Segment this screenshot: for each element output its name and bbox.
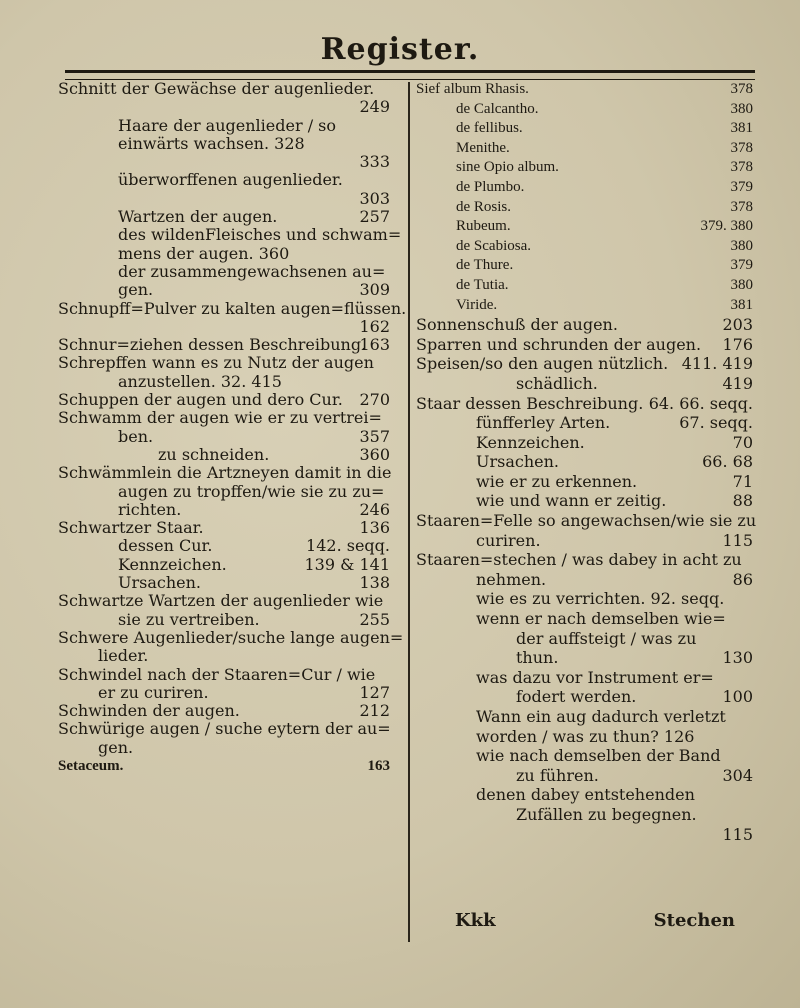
index-entry [58,666,398,684]
index-entry [58,702,398,720]
entry-text: sine Opio album. [456,159,559,176]
index-entry [416,570,761,590]
entry-text: anzustellen. 32. 415 [118,371,282,391]
index-entry [416,198,761,218]
page-reference: 64. 66. seqq. [648,393,753,413]
index-entry [416,119,761,139]
entry-text: Ursachen. [476,452,560,472]
page-reference: 379. 380 [700,218,753,235]
left-column [58,79,407,775]
index-entry [58,298,407,318]
page-reference: 138 [359,573,390,593]
entry-text: ben. [118,426,154,446]
page-reference: 67. seqq. [679,413,753,433]
entry-text: zu führen. [516,765,599,785]
index-entry [416,707,761,727]
entry-text: Sonnenschuß der augen. [416,315,618,335]
page-reference: 378 [730,159,753,176]
entry-text: Staar dessen Beschreibung. [416,393,644,413]
index-entry [58,556,398,574]
entry-text: mens der augen. 360 [118,243,290,263]
entry-text: Wartzen der augen. [118,207,278,227]
index-entry [416,452,761,472]
index-entry [416,256,761,276]
index-entry [416,433,761,453]
entry-text: Kennzeichen. [476,432,585,452]
index-entry [416,766,761,786]
page-reference: 212 [359,701,390,721]
page-reference: 70 [732,432,753,452]
index-entry [58,501,398,519]
page-reference: 333 [359,152,390,172]
entry-text: Schwämmlein die Artzneyen damit in die [58,463,392,483]
catchword: Stechen [653,910,735,931]
page-reference: 309 [359,280,390,300]
entry-text: Schwamm der augen wie er zu vertrei= [58,408,382,428]
page-reference: 246 [359,499,390,519]
page-reference: 378 [730,81,753,97]
page-reference: 360 [359,444,390,464]
index-entry [58,281,398,299]
index-entry [58,446,398,464]
entry-text: gen. [118,280,154,300]
entry-text: Viride. [456,296,498,313]
page-title: Register. [320,32,480,67]
index-entry [416,139,761,159]
entry-text: was dazu vor Instrument er= [476,667,714,687]
page-reference: 136 [359,518,390,538]
page-reference: 115 [722,530,753,550]
entry-text: dessen Cur. [118,536,213,556]
entry-text: Speisen/so den augen nützlich. [416,354,669,374]
index-entry [58,483,398,501]
page-reference: 380 [730,100,753,117]
index-entry [58,627,404,647]
index-entry [58,428,398,446]
index-entry [416,237,761,257]
signature-mark: Kkk [455,910,496,931]
entry-text: de Scabiosa. [456,237,531,254]
page-reference: 162 [359,316,390,336]
page-reference: 176 [722,334,753,354]
page-reference: 257 [359,207,390,227]
index-entry [58,464,398,482]
entry-text: Staaren=stechen / was dabey in acht zu [416,550,742,570]
entry-text: Haare der augenlieder / so [118,115,337,135]
entry-text: Schwinden der augen. [58,701,240,721]
index-entry [58,574,398,592]
page-reference: 357 [359,426,390,446]
entry-text: nehmen. [476,569,547,589]
page-reference: 142. seqq. [306,536,390,556]
index-entry [58,245,398,263]
index-entry [416,531,761,551]
entry-text: thun. [516,648,559,668]
entry-text: worden / was zu thun? 126 [476,726,695,746]
index-entry [58,409,398,427]
index-entry [416,158,761,178]
index-entry [58,318,398,336]
index-entry [416,491,761,511]
index-entry [58,98,398,116]
index-entry [58,336,398,354]
index-entry [416,315,761,335]
index-entry [416,276,761,296]
index-entry [416,472,761,492]
entry-text: fodert werden. [516,687,637,707]
entry-text: der zusammengewachsenen au= [118,261,386,281]
entry-text: Schuppen der augen und dero Cur. [58,390,343,410]
entry-text: überworffenen augenlieder. [118,170,343,190]
index-entry [416,609,761,629]
index-entry [416,413,761,433]
index-entry [58,739,398,757]
entry-text: Schwürige augen / suche eytern der au= [58,719,391,739]
index-entry [416,178,761,198]
page-reference: 381 [730,296,753,313]
index-entry [58,354,398,372]
page-reference: 203 [722,315,753,335]
page-reference: 100 [722,687,753,707]
entry-text: de fellibus. [456,120,523,137]
entry-text: de Thure. [456,257,514,274]
entry-text: Setaceum. [58,757,124,774]
entry-text: wie nach demselben der Band [476,746,721,766]
index-entry [58,171,398,189]
index-entry [58,647,398,665]
index-entry [58,373,398,391]
index-entry [58,80,398,98]
entry-text: des wildenFleisches und schwam= [118,225,402,245]
index-entry [416,217,761,237]
page-reference: 163 [359,335,390,355]
page-reference: 66. 68 [702,452,753,472]
entry-text: fünfferley Arten. [476,413,611,433]
index-entry [58,263,398,281]
entry-text: der auffsteigt / was zu [516,628,697,648]
index-entry [416,648,761,668]
index-entry [416,589,761,609]
entry-text: Kennzeichen. [118,554,227,574]
index-entry [416,746,761,766]
entry-text: Schwartze Wartzen der augenlieder wie [58,591,384,611]
page-reference: 249 [359,97,390,117]
page-reference: 115 [722,824,753,844]
page-reference: 380 [730,237,753,254]
page-reference: 419 [722,373,753,393]
index-entry [416,374,761,394]
entry-text: Wann ein aug dadurch verletzt [476,707,726,726]
entry-text: gen. [98,737,134,757]
entry-text: Rubeum. [456,218,511,235]
page-reference: 255 [359,609,390,629]
entry-text: sie zu vertreiben. [118,609,260,629]
page-reference: 71 [732,471,753,491]
entry-text: zu schneiden. [158,444,270,464]
page-reference: 88 [732,491,753,511]
column-divider [408,82,410,942]
entry-text: Menithe. [456,139,510,156]
entry-text: einwärts wachsen. 328 [118,133,305,153]
entry-text: Zufällen zu begegnen. [516,804,697,824]
index-entry [416,335,761,355]
entry-text: Schwere Augenlieder/suche lange augen= [58,627,404,647]
index-entry [58,537,398,555]
entry-text: wie er zu erkennen. [476,471,638,491]
entry-text: de Rosis. [456,198,512,215]
entry-text: augen zu tropffen/wie sie zu zu= [118,481,385,501]
entry-text: Schnupff=Pulver zu kalten augen=flüssen. [58,298,407,318]
entry-text: er zu curiren. [98,682,209,702]
entry-text: richten. [118,499,182,519]
index-entry [58,684,398,702]
page-reference: 411. 419 [681,354,753,374]
page-reference: 378 [730,198,753,215]
page-reference: 163 [367,757,390,774]
index-entry [58,153,398,171]
index-entry [416,687,761,707]
index-entry [416,394,761,414]
entry-text: wie und wann er zeitig. [476,491,667,511]
entry-text: Schwindel nach der Staaren=Cur / wie [58,664,376,684]
index-entry [58,208,398,226]
page-reference: 127 [359,682,390,702]
entry-text: Sief album Rhasis. [416,81,529,97]
index-entry [58,117,398,135]
index-entry [416,785,761,805]
right-column [416,80,761,844]
page-reference: 304 [722,765,753,785]
entry-text: de Tutia. [456,276,509,293]
index-entry [58,135,398,153]
page-reference: 303 [359,188,390,208]
page-reference: 381 [730,120,753,137]
index-entry [416,629,761,649]
page-reference: 86 [732,569,753,589]
entry-text: curiren. [476,530,541,550]
index-entry [58,611,398,629]
index-entry [416,805,761,825]
page-reference: 139 & 141 [304,554,390,574]
index-entry [58,519,398,537]
entry-text: Sparren und schrunden der augen. [416,334,702,354]
entry-text: denen dabey entstehenden [476,785,695,805]
page-reference: 270 [359,390,390,410]
entry-text: schädlich. [516,373,598,393]
entry-text: Staaren=Felle so angewachsen/wie sie zu [416,511,757,531]
index-entry [58,225,402,245]
page-reference: 379 [730,257,753,274]
entry-text: wenn er nach demselben wie= [476,609,726,629]
entry-text: de Calcantho. [456,100,539,117]
index-entry [416,354,761,374]
entry-text: lieder. [98,646,149,666]
page-reference: 378 [730,139,753,156]
entry-text: Schrepffen wann es zu Nutz der augen [58,353,374,373]
entry-text: Schnur=ziehen dessen Beschreibung. [58,335,367,355]
page-reference: 379 [730,178,753,195]
page-reference: 130 [722,648,753,668]
page-footer [455,910,735,934]
index-entry [416,100,761,120]
index-entry [58,190,398,208]
entry-text: Schnitt der Gewächse der augenlieder. [58,79,375,98]
index-entry [416,825,761,845]
index-entry [416,668,761,688]
entry-text: de Plumbo. [456,178,525,195]
index-entry [416,80,761,100]
index-entry [416,511,761,531]
index-entry [58,391,398,409]
entry-text: wie es zu verrichten. 92. seqq. [476,589,725,609]
entry-text: Schwartzer Staar. [58,518,204,538]
index-entry [416,296,761,316]
index-entry [58,720,398,738]
index-entry [416,550,761,570]
page-reference: 380 [730,276,753,293]
index-entry [58,592,398,610]
entry-text: Ursachen. [118,573,202,593]
index-entry [58,757,398,775]
index-entry [416,727,761,747]
